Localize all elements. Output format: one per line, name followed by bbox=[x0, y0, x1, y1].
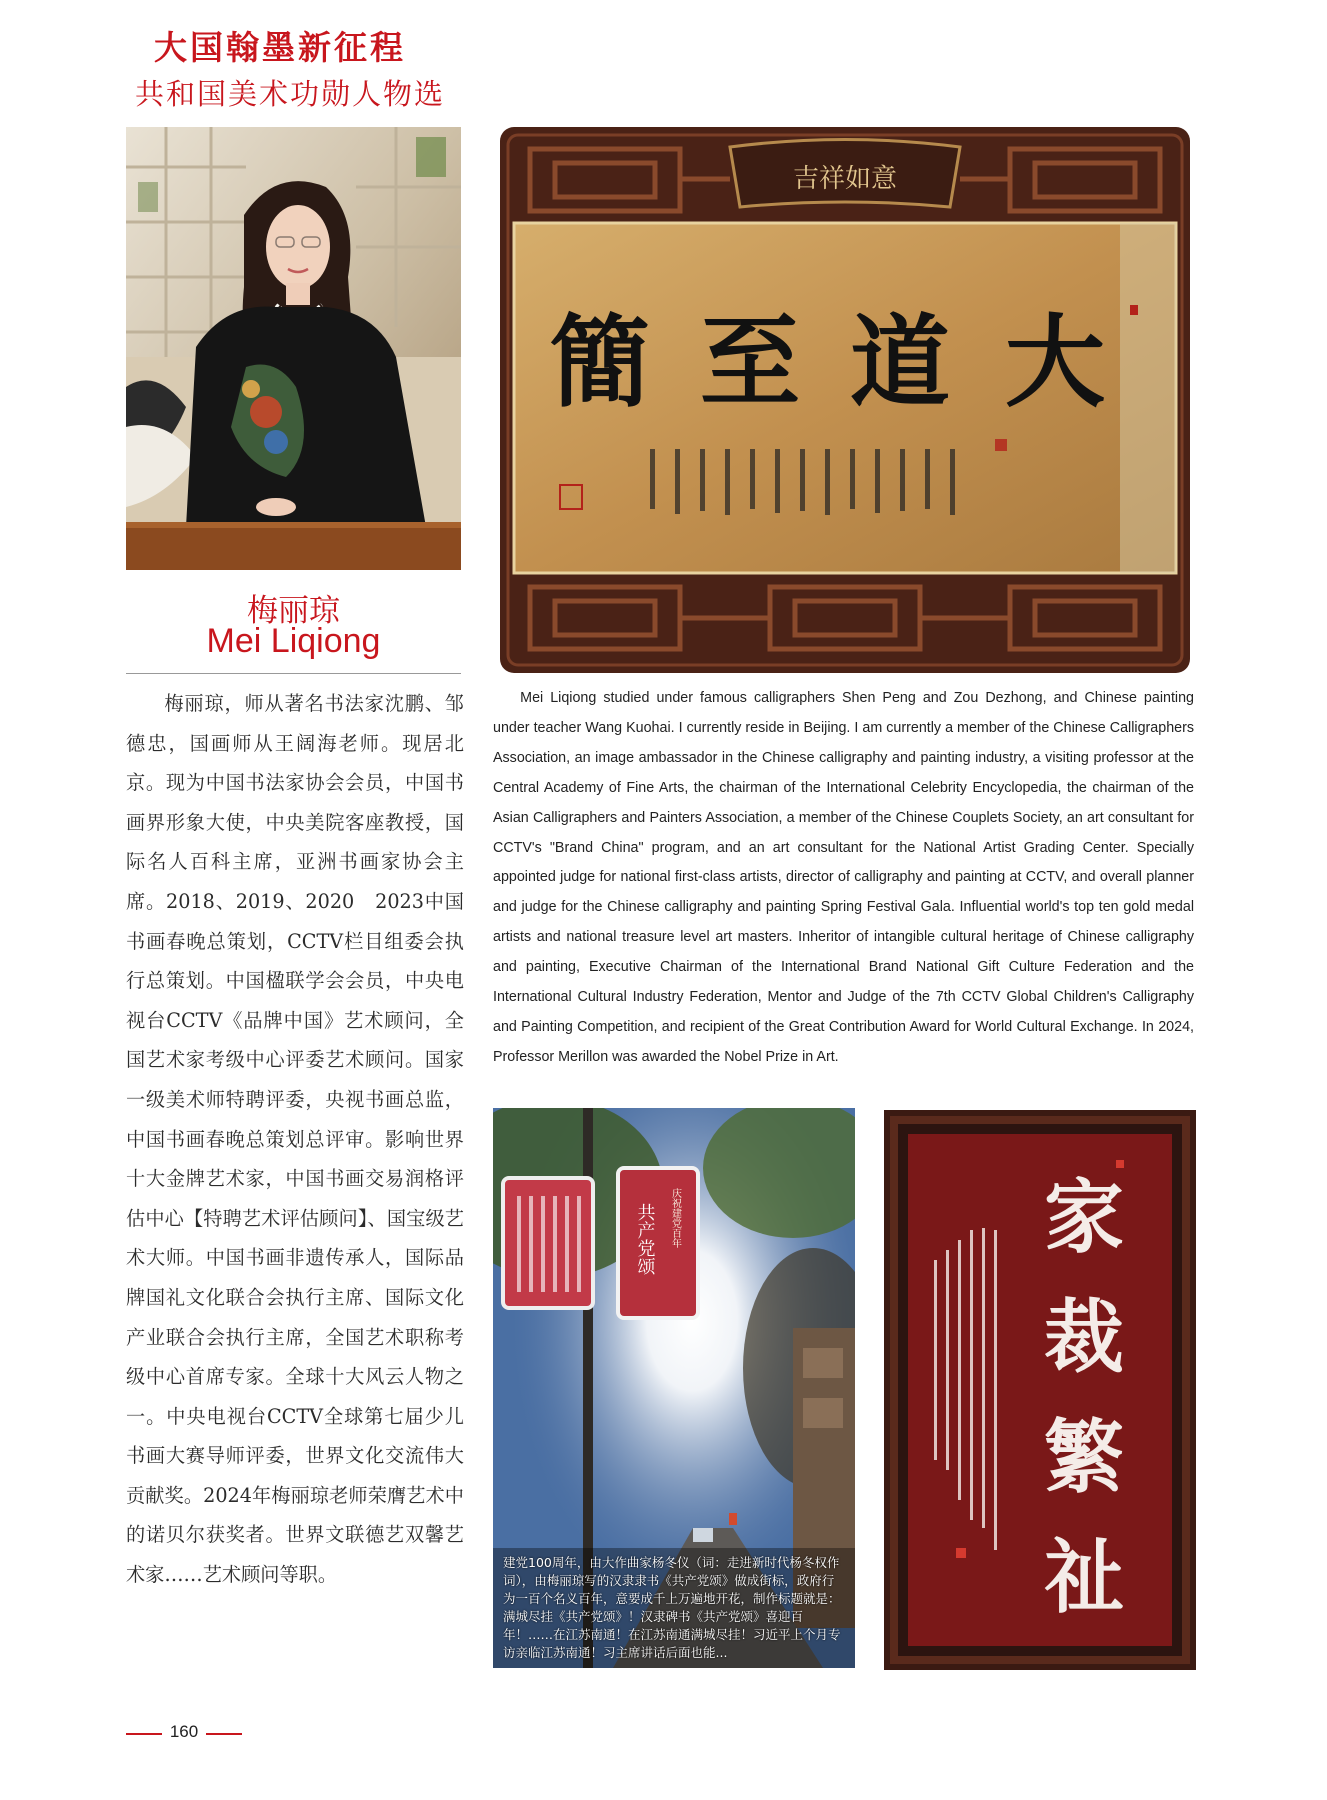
svg-text:裁: 裁 bbox=[1044, 1290, 1124, 1384]
banner-right-text: 庆祝建党百年 bbox=[669, 1188, 681, 1248]
top-plaque-text: 吉祥如意 bbox=[792, 164, 898, 194]
street-photo-caption: 建党100周年，由大作曲家杨冬仪（词：走进新时代杨冬权作词），由梅丽琼写的汉隶隶书《共产党颂》做成街标，政府行为一百个名义百年，意要成千上万遍地开花，制作标题就是：满城尽挂《共产党颂》！汉隶碑书《共产党颂》喜迎百年！……在江苏南通！在江苏南通满城尽挂！习近平上个月专访亲临江苏南通！习主席讲话后面也能... bbox=[503, 1555, 841, 1660]
page-number-rule-right bbox=[206, 1733, 242, 1735]
calligraphy-dadaozhijian bbox=[500, 127, 1190, 673]
street-banner-photo bbox=[493, 1108, 855, 1668]
svg-text:道: 道 bbox=[850, 303, 950, 421]
magazine-subtitle: 共和国美术功勋人物选 bbox=[134, 77, 445, 111]
banner-left-text: 共产党颂 bbox=[634, 1203, 656, 1275]
page-number-rule-left bbox=[126, 1733, 162, 1735]
bio-english: Mei Liqiong studied under famous calligraphers Shen Peng and Zou Dezhong, and Chinese painting under teacher Wang Kuohai. I currently reside in Beijing. I am currently a member of the Chinese Calligraphers Association, an image ambassador in the Chinese calligraphy and painting industry, a visiting professor at the Central Academy of Fine Arts, the chairman of the International Celebrity Encyclopedia, the chairman of the Asian Calligraphers and Painters Association, a member of the Chinese Couplets Society, an art consultant for CCTV's "Brand China" program, and an art consultant for the National Artist Grading Center. Specially appointed judge for national first-class artists, director of calligraphy and painting at CCTV, and overall planner and judge for the Chinese calligraphy and painting Spring Festival Gala. Influential world's top ten gold medal artists and national treasure level art masters. Inheritor of intangible cultural heritage of Chinese calligraphy and painting, Executive Chairman of the International Brand National Gift Culture Federation and the International Cultural Industry Federation, Mentor and Judge of the 7th CCTV Global Children's Calligraphy and Painting Competition, and recipient of the Great Contribution Award for World Cultural Exchange. In 2024, Professor Merillon was awarded the Nobel Prize in Art. bbox=[493, 690, 1194, 1065]
artist-name-cn: 梅丽琼 bbox=[247, 593, 340, 629]
svg-text:大: 大 bbox=[1005, 303, 1105, 421]
portrait-photo bbox=[126, 127, 461, 570]
svg-text:家: 家 bbox=[1044, 1170, 1124, 1264]
artist-name-en: Mei Liqiong bbox=[206, 622, 381, 660]
page-number bbox=[126, 1722, 236, 1746]
name-divider bbox=[126, 673, 461, 674]
svg-text:繁: 繁 bbox=[1044, 1410, 1124, 1504]
magazine-title: 大国翰墨新征程 bbox=[154, 28, 406, 67]
bio-chinese: 梅丽琼，师从著名书法家沈鹏、邹德忠，国画师从王阔海老师。现居北京。现为中国书法家协会会员，中国书画界形象大使，中央美院客座教授，国际名人百科主席，亚洲书画家协会主席。2018、2019、2020 2023中国书画春晚总策划，CCTV栏目组委会执行总策划。中国楹联学会会员，中央电视台CCTV《品牌中国》艺术顾问，全国艺术家考级中心评委艺术顾问。国家一级美术师特聘评委，央视书画总监，中国书画春晚总策划总评审。影响世界十大金牌艺术家，中国书画交易润格评估中心【特聘艺术评估顾问】、国宝级艺术大师。中国书画非遗传承人，国际品牌国礼文化联合会执行主席、国际文化产业联合会执行主席，全国艺术职称考级中心首席专家。全球十大风云人物之一。中央电视台CCTV全球第七届少儿书画大赛导师评委，世界文化交流伟大贡献奖。2024年梅丽琼老师荣膺艺术中的诺贝尔获奖者。世界文联德艺双馨艺术家……艺术顾问等职。 bbox=[126, 692, 464, 1587]
svg-text:祉: 祉 bbox=[1044, 1530, 1124, 1624]
calligraphy-jiacaifanzhi bbox=[884, 1110, 1196, 1670]
svg-text:至: 至 bbox=[700, 303, 800, 421]
page-number-text: 160 bbox=[169, 1722, 199, 1741]
svg-text:簡: 簡 bbox=[550, 303, 650, 421]
